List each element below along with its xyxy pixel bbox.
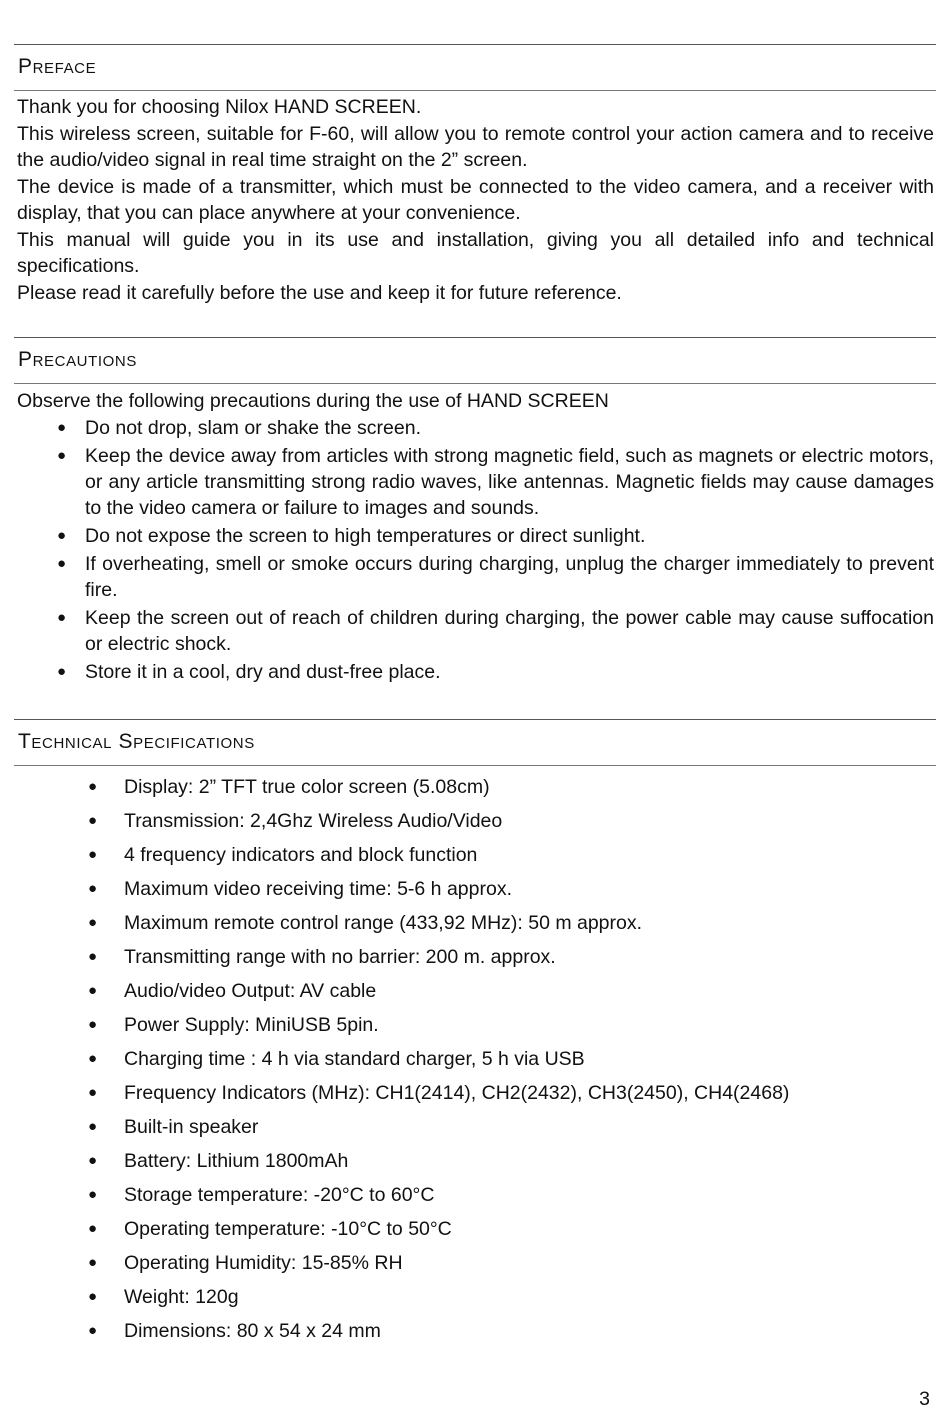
bullet-icon: ● xyxy=(88,1288,98,1305)
precaution-text: Do not drop, slam or shake the screen. xyxy=(85,417,422,439)
specs-list xyxy=(0,772,950,1350)
list-item xyxy=(0,1316,950,1350)
precautions-list xyxy=(0,415,950,687)
list-item xyxy=(0,976,950,1010)
spec-text: Built-in speaker xyxy=(124,1116,259,1138)
list-item xyxy=(0,523,934,549)
precaution-text: Keep the screen out of reach of children during charging, the power cable may cause suffocation or electric shock. xyxy=(85,607,934,655)
list-item xyxy=(0,1010,950,1044)
spec-text: Dimensions: 80 x 54 x 24 mm xyxy=(124,1320,381,1342)
bullet-icon: ● xyxy=(57,555,67,572)
bullet-icon: ● xyxy=(88,914,98,931)
list-item xyxy=(0,1112,950,1146)
list-item xyxy=(0,1078,950,1112)
list-item xyxy=(0,840,950,874)
bullet-icon: ● xyxy=(57,419,67,436)
list-item xyxy=(0,415,934,441)
spec-text: Weight: 120g xyxy=(124,1286,239,1308)
spec-text: Audio/video Output: AV cable xyxy=(124,980,377,1002)
precautions-header xyxy=(14,337,936,384)
list-item xyxy=(0,1214,950,1248)
list-item xyxy=(0,1146,950,1180)
bullet-icon: ● xyxy=(88,982,98,999)
spec-text: Maximum video receiving time: 5-6 h approx. xyxy=(124,878,512,900)
bullet-icon: ● xyxy=(57,447,67,464)
spec-text: Operating Humidity: 15-85% RH xyxy=(124,1252,403,1274)
spec-text: Battery: Lithium 1800mAh xyxy=(124,1150,349,1172)
list-item xyxy=(0,551,934,603)
list-item xyxy=(0,942,950,976)
bullet-icon: ● xyxy=(88,880,98,897)
spec-text: Operating temperature: -10°C to 50°C xyxy=(124,1218,452,1240)
bullet-icon: ● xyxy=(88,1220,98,1237)
list-item xyxy=(0,1248,950,1282)
specs-title: Technical Specifications xyxy=(18,730,255,753)
list-item xyxy=(0,874,950,908)
spec-text: Transmitting range with no barrier: 200 m. approx. xyxy=(124,946,556,968)
precautions-intro: Observe the following precautions during the use of HAND SCREEN xyxy=(17,390,609,412)
precaution-text: Store it in a cool, dry and dust-free place. xyxy=(85,661,441,683)
bullet-icon: ● xyxy=(88,812,98,829)
bullet-icon: ● xyxy=(88,1084,98,1101)
spec-text: Display: 2” TFT true color screen (5.08cm) xyxy=(124,776,490,798)
spec-text: 4 frequency indicators and block function xyxy=(124,844,478,866)
bullet-icon: ● xyxy=(88,1118,98,1135)
spec-text: Storage temperature: -20°C to 60°C xyxy=(124,1184,435,1206)
bullet-icon: ● xyxy=(88,778,98,795)
list-item xyxy=(0,908,950,942)
page-number: 3 xyxy=(919,1388,930,1410)
bullet-icon: ● xyxy=(88,846,98,863)
precautions-title: Precautions xyxy=(18,348,137,371)
precaution-text: If overheating, smell or smoke occurs during charging, unplug the charger immediately to prevent fire. xyxy=(85,553,934,601)
spec-text: Power Supply: MiniUSB 5pin. xyxy=(124,1014,379,1036)
bullet-icon: ● xyxy=(88,1186,98,1203)
bullet-icon: ● xyxy=(88,948,98,965)
list-item xyxy=(0,1282,950,1316)
bullet-icon: ● xyxy=(57,609,67,626)
specs-header xyxy=(14,719,936,766)
bullet-icon: ● xyxy=(88,1322,98,1339)
bullet-icon: ● xyxy=(88,1254,98,1271)
spec-text: Transmission: 2,4Ghz Wireless Audio/Video xyxy=(124,810,503,832)
preface-paragraph: Thank you for choosing Nilox HAND SCREEN. xyxy=(17,96,422,118)
preface-paragraph: Please read it carefully before the use and keep it for future reference. xyxy=(17,281,622,304)
preface-paragraph: This wireless screen, suitable for F-60, will allow you to remote control your action camera and to receive the audio/video signal in real time straight on the 2” screen. xyxy=(17,122,934,171)
precaution-text: Do not expose the screen to high temperatures or direct sunlight. xyxy=(85,525,646,547)
list-item xyxy=(0,772,950,806)
preface-header xyxy=(14,44,936,91)
spec-text: Maximum remote control range (433,92 MHz): 50 m approx. xyxy=(124,912,643,934)
spec-text: Charging time : 4 h via standard charger, 5 h via USB xyxy=(124,1048,585,1070)
precaution-text: Keep the device away from articles with strong magnetic field, such as magnets or electric motors, or any article transmitting strong radio waves, like antennas. Magnetic fields may cause damages to the video camera or failure to images and sounds. xyxy=(85,445,934,519)
list-item xyxy=(0,659,934,685)
bullet-icon: ● xyxy=(88,1050,98,1067)
list-item xyxy=(0,1180,950,1214)
bullet-icon: ● xyxy=(57,527,67,544)
bullet-icon: ● xyxy=(88,1016,98,1033)
list-item xyxy=(0,605,934,657)
preface-paragraph: This manual will guide you in its use and installation, giving you all detailed info and technical specifications. xyxy=(17,228,934,277)
bullet-icon: ● xyxy=(88,1152,98,1169)
spec-text: Frequency Indicators (MHz): CH1(2414), CH2(2432), CH3(2450), CH4(2468) xyxy=(124,1082,790,1104)
list-item xyxy=(0,1044,950,1078)
list-item xyxy=(0,806,950,840)
preface-title: Preface xyxy=(18,55,97,78)
list-item xyxy=(0,443,934,521)
preface-body xyxy=(17,94,934,306)
preface-paragraph: The device is made of a transmitter, which must be connected to the video camera, and a receiver with display, that you can place anywhere at your convenience. xyxy=(17,175,934,224)
bullet-icon: ● xyxy=(57,663,67,680)
